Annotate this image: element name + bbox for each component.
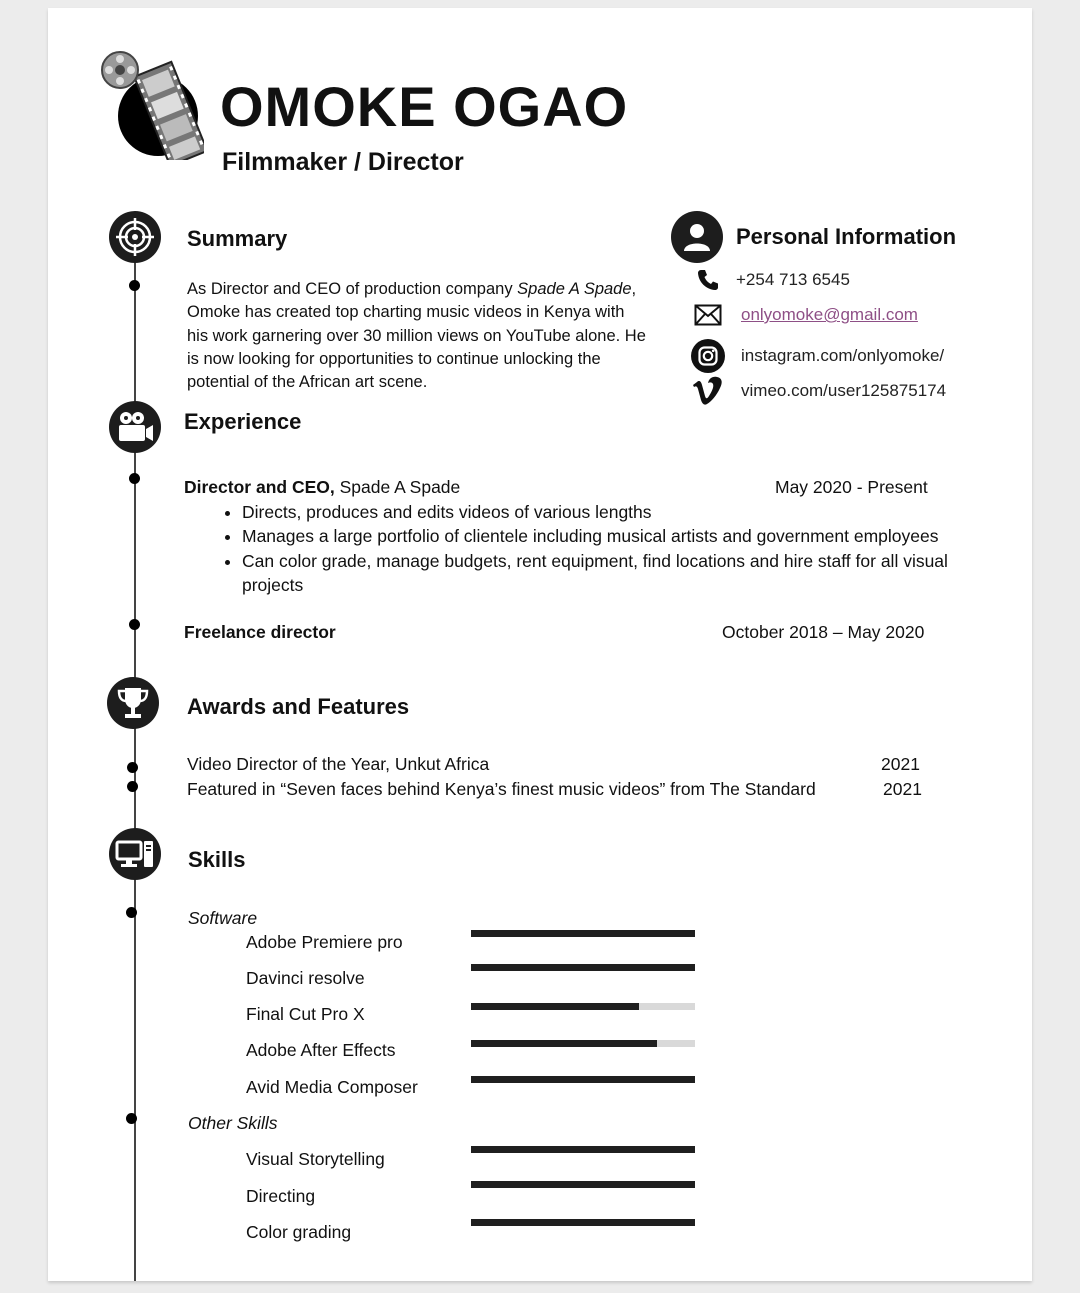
skills-heading: Skills xyxy=(188,847,246,872)
skill-name: Adobe After Effects xyxy=(246,1040,396,1060)
skill-level-fill xyxy=(471,1040,657,1047)
skill-name: Final Cut Pro X xyxy=(246,1004,365,1024)
timeline-dot xyxy=(129,280,140,291)
vimeo-handle: vimeo.com/user125875174 xyxy=(741,381,947,400)
trophy-icon xyxy=(107,677,159,729)
skill-name: Adobe Premiere pro xyxy=(246,932,403,952)
skill-level-bar xyxy=(471,964,695,971)
video-camera-icon xyxy=(109,401,161,453)
award-item: Featured in “Seven faces behind Kenya’s finest music videos” from The Standard xyxy=(187,779,816,799)
summary-heading: Summary xyxy=(187,226,288,251)
experience-heading: Experience xyxy=(184,409,302,434)
list-item: • Manages a large portfolio of clientele including musical artists and government employees xyxy=(242,524,1002,548)
vimeo-icon xyxy=(690,376,726,406)
email-row xyxy=(690,304,918,326)
vimeo-row xyxy=(690,376,946,406)
timeline-dot xyxy=(129,619,140,630)
skill-category: Other Skills xyxy=(188,1113,278,1133)
skill-level-fill xyxy=(471,1219,695,1226)
personal-info-heading: Personal Information xyxy=(736,224,957,249)
company-name-italic: Spade A Spade xyxy=(517,280,632,298)
job-bullets-1 xyxy=(184,500,1002,597)
skill-level-fill xyxy=(471,964,695,971)
skill-name: Avid Media Composer xyxy=(246,1077,418,1097)
timeline-dot xyxy=(127,762,138,773)
phone-row xyxy=(690,268,850,292)
person-icon xyxy=(671,211,723,263)
skill-level-bar xyxy=(471,1040,695,1047)
job-title-2: Freelance director xyxy=(184,622,336,642)
award-year: 2021 xyxy=(883,779,922,799)
list-item: • Can color grade, manage budgets, rent equipment, find locations and hire staff for all visual projects xyxy=(242,549,1002,598)
timeline-dot xyxy=(126,1113,137,1124)
skill-level-bar xyxy=(471,1181,695,1188)
envelope-icon xyxy=(690,304,726,326)
skill-level-bar xyxy=(471,1219,695,1226)
skill-level-fill xyxy=(471,1146,695,1153)
skill-name: Directing xyxy=(246,1186,316,1206)
skill-level-bar xyxy=(471,1076,695,1083)
job-title: Filmmaker / Director xyxy=(222,148,464,176)
resume-page xyxy=(48,8,1032,1281)
skill-category: Software xyxy=(188,908,258,928)
job-dates-1: May 2020 - Present xyxy=(775,477,928,497)
skill-name: Davinci resolve xyxy=(246,968,365,988)
computer-icon xyxy=(109,828,161,880)
summary-text: As Director and CEO of production company Spade A Spade, Omoke has created top charting music videos in Kenya with his work garnering over 30 million views on YouTube alone. He is now looking for opportunities to continue unlocking the potential of the African art scene. xyxy=(187,280,646,392)
skill-name: Color grading xyxy=(246,1222,352,1242)
skill-level-fill xyxy=(471,1076,695,1083)
timeline-dot xyxy=(126,907,137,918)
film-reel-icon xyxy=(100,48,204,160)
list-item: • Directs, produces and edits videos of various lengths xyxy=(242,500,1002,524)
timeline-dot xyxy=(127,781,138,792)
awards-heading: Awards and Features xyxy=(187,694,410,719)
candidate-name: OMOKE OGAO xyxy=(220,75,629,138)
job-dates-2: October 2018 – May 2020 xyxy=(722,622,925,642)
award-item: Video Director of the Year, Unkut Africa xyxy=(187,754,490,774)
skill-level-bar xyxy=(471,930,695,937)
job-title-1: Director and CEO, Spade A Spade xyxy=(184,477,461,497)
instagram-row xyxy=(690,339,944,373)
skill-level-fill xyxy=(471,930,695,937)
skill-level-bar xyxy=(471,1146,695,1153)
phone-icon xyxy=(690,268,726,292)
award-year: 2021 xyxy=(881,754,920,774)
skill-level-fill xyxy=(471,1181,695,1188)
instagram-handle: instagram.com/onlyomoke/ xyxy=(741,346,945,365)
skill-name: Visual Storytelling xyxy=(246,1149,385,1169)
instagram-icon xyxy=(690,339,726,373)
target-icon xyxy=(109,211,161,263)
skill-level-fill xyxy=(471,1003,639,1010)
timeline-dot xyxy=(129,473,140,484)
skill-level-bar xyxy=(471,1003,695,1010)
phone-number: +254 713 6545 xyxy=(736,270,850,289)
email-link[interactable]: onlyomoke@gmail.com xyxy=(741,305,918,324)
